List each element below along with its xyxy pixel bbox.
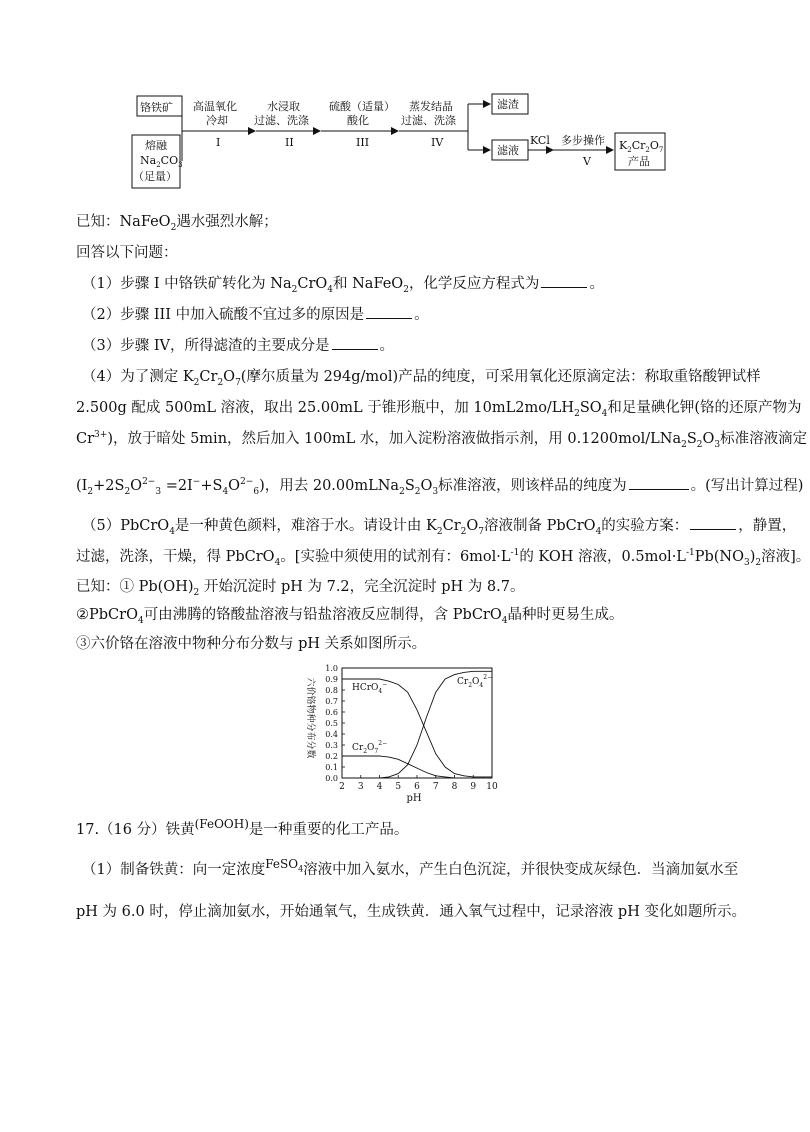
question-5-line1: （5）PbCrO$_4$是一种黄色颜料，难溶于水。请设计由 $K_2Cr_2O_7$溶液制备 PbCrO$_4$的实验方案： ，静置，	[82, 518, 797, 537]
x-axis-label: pH	[406, 793, 422, 804]
answer-blank[interactable]	[629, 488, 689, 490]
answer-prompt: 回答以下问题：	[76, 245, 178, 261]
x-tick-label: 4	[376, 782, 383, 792]
process-flowchart	[0, 0, 800, 200]
step2-mid: 过滤、洗涤	[254, 114, 309, 127]
x-tick-label: 10	[486, 782, 498, 792]
series-line-0	[342, 679, 492, 777]
x-tick-label: 2	[339, 782, 345, 792]
series-label-cro4: $Cr_2O_4^{2-}$	[457, 674, 493, 689]
y-tick-label: 0.4	[325, 730, 338, 739]
x-tick-label: 9	[470, 782, 477, 792]
x-tick-label: 7	[432, 782, 439, 792]
step5-top: 多步操作	[561, 134, 605, 147]
answer-blank[interactable]	[332, 348, 378, 350]
product-formula: $K_2Cr_2O_7$	[619, 139, 664, 154]
step5-num: V	[583, 155, 591, 168]
residue-label: 滤渣	[497, 98, 519, 111]
y-tick-label: 0.1	[325, 763, 338, 772]
question-5-line2: 过滤，洗涤，干燥，得 PbCrO$_4$。[实验中须使用的试剂有：$6mol\cdot L^{-1}$的 KOH 溶液，$0.5mol\cdot L^{-1}Pb(NO_3)_2$溶液]。	[76, 548, 810, 568]
kcl-label: KCl	[530, 134, 550, 147]
x-tick-label: 3	[357, 782, 364, 792]
y-tick-label: 0.2	[325, 752, 338, 761]
question-4-line4: $(I_2+2S_2O^{2-}_3 =2I^-+S_4O^{2-}_6)$，用去 $20.00mLNa_2S_2O_3$标准溶液，则该样品的纯度为 。(写出计算过程)	[76, 477, 804, 497]
step1-mid: 冷却	[206, 114, 228, 127]
x-tick-label: 5	[395, 782, 402, 792]
y-tick-label: 0.9	[325, 675, 338, 684]
ore-label: 铬铁矿	[140, 101, 173, 114]
y-tick-label: 0.0	[325, 774, 338, 783]
y-tick-label: 1.0	[325, 664, 338, 673]
problem-17-title: 17.（16 分）铁黄$^{(FeOOH)}$是一种重要的化工产品。	[76, 817, 409, 838]
step3-mid: 酸化	[347, 114, 369, 127]
y-tick-label: 0.7	[325, 697, 338, 706]
series-label-cr2o7: $Cr_2O_7^{2-}$	[352, 740, 388, 755]
y-tick-label: 0.5	[325, 719, 338, 728]
x-tick-label: 6	[414, 782, 420, 792]
known-3: ③六价铬在溶液中物种分布分数与 pH 关系如图所示。	[76, 636, 427, 652]
step2-top: 水浸取	[267, 100, 300, 113]
problem-17-part1-cont: pH 为 6.0 时，停止滴加氨水，开始通氧气，生成铁黄．通入氧气过程中，记录溶液 pH 变化如题所示。	[76, 904, 746, 920]
question-1: （1）步骤 I 中铬铁矿转化为 $Na_2CrO_4$和 NaFeO$_2$，化学反应方程式为 。	[82, 276, 604, 295]
answer-blank[interactable]	[541, 286, 587, 288]
step3-num: III	[356, 136, 370, 149]
flux-line1: 熔融	[145, 139, 167, 152]
step2-num: II	[285, 136, 294, 149]
question-4-line3: $Cr^{3+}$)，放于暗处 5min，然后加入 100mL 水，加入淀粉溶液做指示剂，用 $0.1200mol/LNa_2S_2O_3$标准溶液滴定	[76, 430, 808, 450]
series-label-hcro4: HCrO$_4$−	[352, 681, 388, 695]
x-tick-label: 8	[451, 782, 458, 792]
y-axis-label: 六价铬物种分布分数	[305, 677, 315, 759]
answer-blank[interactable]	[366, 317, 412, 319]
step3-top: 硫酸（适量）	[329, 100, 395, 113]
flux-line3: （足量）	[133, 170, 177, 183]
answer-blank[interactable]	[690, 528, 736, 530]
known-2: ②PbCrO$_4$可由沸腾的铬酸盐溶液与铅盐溶液反应制得，含 PbCrO$_4$晶种时更易生成。	[76, 607, 624, 626]
question-4-line2: 2.500g 配成 500mL 溶液，取出 25.00mL 于锥形瓶中，加 $10mL2mo/LH_2SO_4$和足量碘化钾(铬的还原产物为	[76, 400, 802, 419]
step4-mid: 过滤、洗涤	[401, 114, 456, 127]
known-note: 已知：NaFeO$_2$遇水强烈水解；	[76, 214, 278, 233]
y-tick-label: 0.8	[325, 686, 338, 695]
step1-top: 高温氧化	[193, 100, 237, 113]
y-tick-label: 0.3	[325, 741, 338, 750]
question-2: （2）步骤 III 中加入硫酸不宜过多的原因是 。	[82, 307, 429, 323]
problem-17-part1: （1）制备铁黄：向一定浓度$^{FeSO_4}$溶液中加入氨水，产生白色沉淀，并很快变成灰绿色．当滴加氨水至	[82, 857, 739, 878]
series-line-2	[342, 756, 492, 778]
question-4-line1: （4）为了测定 $K_2Cr_2O_7$(摩尔质量为 294g/mol)产品的纯度，可采用氧化还原滴定法：称取重铬酸钾试样	[82, 369, 761, 388]
step4-top: 蒸发结晶	[409, 100, 453, 113]
y-tick-label: 0.6	[325, 708, 338, 717]
known-1: 已知：① $Pb(OH)_2$ 开始沉淀时 pH 为 7.2，完全沉淀时 pH 为 8.7。	[76, 579, 525, 598]
step4-num: IV	[431, 136, 444, 149]
species-distribution-chart	[290, 658, 510, 808]
filtrate-label: 滤液	[497, 144, 519, 157]
step1-num: I	[216, 136, 221, 149]
question-3: （3）步骤 IV，所得滤渣的主要成分是 。	[82, 338, 395, 354]
product-label: 产品	[628, 155, 650, 168]
flux-line2: $Na_2CO_3$	[140, 154, 183, 169]
